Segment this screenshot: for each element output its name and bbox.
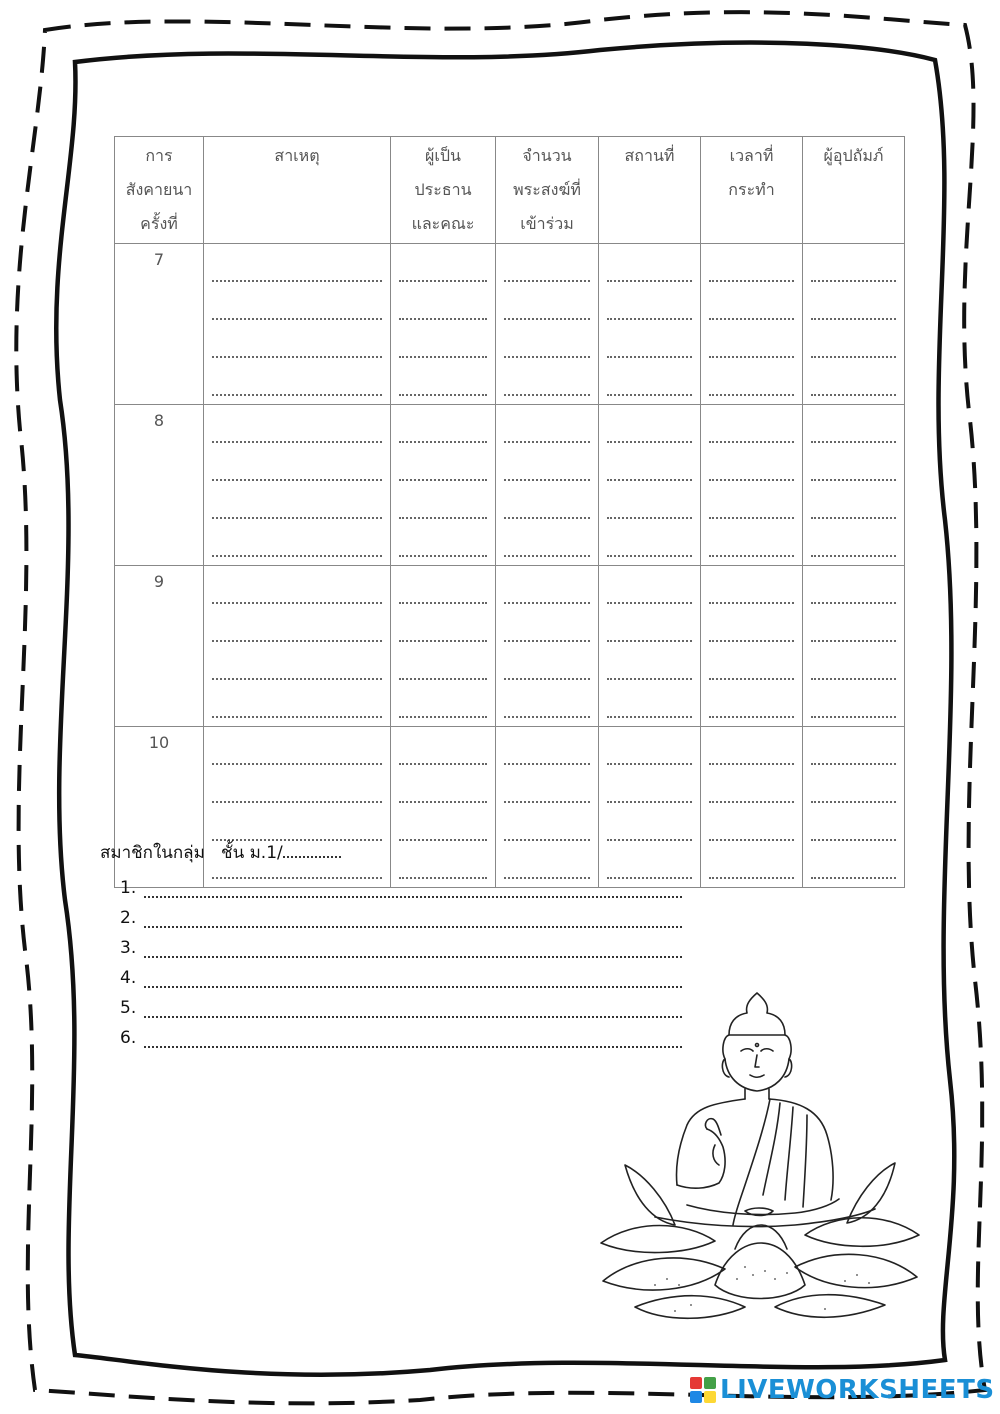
dotted-answer-line[interactable]	[811, 650, 896, 680]
dotted-answer-line[interactable]	[212, 489, 382, 519]
dotted-answer-line[interactable]	[709, 527, 794, 557]
answer-cell	[599, 244, 701, 405]
answer-cell	[599, 405, 701, 566]
members-heading-line	[100, 838, 700, 868]
dotted-answer-line[interactable]	[212, 773, 382, 803]
dotted-answer-line[interactable]	[504, 612, 590, 642]
answer-cell	[391, 566, 496, 727]
answer-cell	[204, 566, 391, 727]
answer-lines	[803, 405, 904, 557]
dotted-answer-line[interactable]	[709, 612, 794, 642]
dotted-answer-line[interactable]	[399, 574, 487, 604]
answer-lines	[204, 566, 390, 718]
council-table	[114, 136, 905, 888]
dotted-answer-line[interactable]	[709, 650, 794, 680]
col-header-monks: จำนวน พระสงฆ์ที่ เข้าร่วม	[496, 137, 599, 244]
dotted-answer-line[interactable]	[399, 735, 487, 765]
answer-lines	[803, 566, 904, 718]
dotted-answer-line[interactable]	[811, 366, 896, 396]
dotted-answer-line[interactable]	[212, 688, 382, 718]
member-number: 6.	[120, 1028, 137, 1048]
dotted-answer-line[interactable]	[811, 328, 896, 358]
dotted-answer-line[interactable]	[709, 328, 794, 358]
dotted-answer-line[interactable]	[607, 650, 692, 680]
members-heading: สมาชิกในกลุ่ม	[100, 843, 205, 863]
dotted-answer-line[interactable]	[504, 290, 590, 320]
dotted-answer-line[interactable]	[212, 328, 382, 358]
round-number: 8	[153, 411, 165, 430]
answer-lines	[391, 405, 495, 557]
dotted-answer-line[interactable]	[399, 489, 487, 519]
dotted-answer-line[interactable]	[607, 735, 692, 765]
dotted-answer-line[interactable]	[399, 451, 487, 481]
dotted-answer-line[interactable]	[811, 489, 896, 519]
dotted-answer-line[interactable]	[504, 773, 590, 803]
dotted-answer-line[interactable]	[399, 328, 487, 358]
dotted-answer-line[interactable]	[607, 328, 692, 358]
dotted-answer-line[interactable]	[399, 252, 487, 282]
answer-lines	[204, 244, 390, 396]
dotted-answer-line[interactable]	[212, 252, 382, 282]
class-blank[interactable]	[283, 838, 341, 858]
answer-cell	[204, 405, 391, 566]
dotted-answer-line[interactable]	[811, 252, 896, 282]
dotted-answer-line[interactable]	[212, 527, 382, 557]
round-number: 10	[148, 733, 170, 752]
dotted-answer-line[interactable]	[399, 811, 487, 841]
dotted-answer-line[interactable]	[212, 366, 382, 396]
member-number: 5.	[120, 998, 137, 1018]
answer-lines	[701, 727, 802, 879]
dotted-answer-line[interactable]	[709, 290, 794, 320]
dotted-answer-line[interactable]	[399, 290, 487, 320]
answer-lines	[496, 405, 598, 557]
dotted-answer-line[interactable]	[607, 688, 692, 718]
table-row	[115, 244, 905, 405]
round-number-cell	[115, 405, 204, 566]
answer-lines	[701, 244, 802, 396]
dotted-answer-line[interactable]	[709, 451, 794, 481]
answer-cell	[496, 566, 599, 727]
round-number: 7	[153, 250, 165, 269]
logo-square-blue	[690, 1391, 702, 1403]
logo-square-red	[690, 1377, 702, 1389]
dotted-answer-line[interactable]	[811, 451, 896, 481]
dotted-answer-line[interactable]	[607, 574, 692, 604]
dotted-answer-line[interactable]	[811, 574, 896, 604]
answer-cell	[803, 405, 905, 566]
answer-lines	[391, 244, 495, 396]
dotted-answer-line[interactable]	[811, 527, 896, 557]
dotted-answer-line[interactable]	[811, 773, 896, 803]
answer-lines	[803, 727, 904, 879]
col-header-patron: ผู้อุปถัมภ์	[803, 137, 905, 244]
dotted-answer-line[interactable]	[709, 252, 794, 282]
answer-cell	[496, 405, 599, 566]
dotted-answer-line[interactable]	[811, 811, 896, 841]
col-header-cause: สาเหตุ	[204, 137, 391, 244]
member-line	[100, 958, 700, 988]
answer-lines	[803, 244, 904, 396]
dotted-answer-line[interactable]	[811, 612, 896, 642]
col-header-time: เวลาที่ กระทำ	[701, 137, 803, 244]
dotted-answer-line[interactable]	[504, 451, 590, 481]
member-line	[100, 898, 700, 928]
dotted-answer-line[interactable]	[399, 612, 487, 642]
member-number: 2.	[120, 908, 137, 928]
dotted-answer-line[interactable]	[607, 489, 692, 519]
dotted-answer-line[interactable]	[811, 849, 896, 879]
dotted-answer-line[interactable]	[504, 252, 590, 282]
dotted-answer-line[interactable]	[709, 688, 794, 718]
member-line	[100, 868, 700, 898]
member-number: 1.	[120, 878, 137, 898]
round-number: 9	[153, 572, 165, 591]
logo-square-green	[704, 1377, 716, 1389]
col-header-place: สถานที่	[599, 137, 701, 244]
answer-cell	[496, 244, 599, 405]
dotted-answer-line[interactable]	[709, 413, 794, 443]
answer-cell	[701, 405, 803, 566]
brand-logo-icon	[690, 1377, 716, 1403]
answer-cell	[701, 244, 803, 405]
dotted-answer-line[interactable]	[399, 527, 487, 557]
dotted-answer-line[interactable]	[811, 688, 896, 718]
member-number: 3.	[120, 938, 137, 958]
col-header-round: การ สังคายนา ครั้งที่	[115, 137, 204, 244]
dotted-answer-line[interactable]	[709, 811, 794, 841]
dotted-answer-line[interactable]	[399, 688, 487, 718]
dotted-answer-line[interactable]	[709, 574, 794, 604]
dotted-answer-line[interactable]	[607, 252, 692, 282]
member-name-blank[interactable]	[144, 908, 682, 928]
dotted-answer-line[interactable]	[709, 849, 794, 879]
answer-cell	[391, 405, 496, 566]
dotted-answer-line[interactable]	[212, 735, 382, 765]
answer-lines	[391, 566, 495, 718]
dotted-answer-line[interactable]	[607, 612, 692, 642]
col-header-president: ผู้เป็น ประธาน และคณะ	[391, 137, 496, 244]
dotted-answer-line[interactable]	[212, 612, 382, 642]
dotted-answer-line[interactable]	[811, 413, 896, 443]
member-line	[100, 928, 700, 958]
dotted-answer-line[interactable]	[709, 773, 794, 803]
answer-cell	[803, 727, 905, 888]
dotted-answer-line[interactable]	[212, 811, 382, 841]
dotted-answer-line[interactable]	[212, 574, 382, 604]
buddha-on-lotus-illustration	[595, 985, 925, 1325]
dotted-answer-line[interactable]	[607, 366, 692, 396]
dotted-answer-line[interactable]	[504, 735, 590, 765]
dotted-answer-line[interactable]	[399, 413, 487, 443]
dotted-answer-line[interactable]	[607, 413, 692, 443]
dotted-answer-line[interactable]	[709, 735, 794, 765]
answer-cell	[391, 244, 496, 405]
answer-cell	[803, 244, 905, 405]
dotted-answer-line[interactable]	[607, 811, 692, 841]
dotted-answer-line[interactable]	[607, 451, 692, 481]
answer-cell	[204, 244, 391, 405]
dotted-answer-line[interactable]	[504, 650, 590, 680]
answer-cell	[599, 566, 701, 727]
table-header-row	[115, 137, 905, 244]
dotted-answer-line[interactable]	[504, 811, 590, 841]
dotted-answer-line[interactable]	[811, 735, 896, 765]
dotted-answer-line[interactable]	[212, 650, 382, 680]
table-row	[115, 405, 905, 566]
dotted-answer-line[interactable]	[399, 650, 487, 680]
dotted-answer-line[interactable]	[504, 574, 590, 604]
dotted-answer-line[interactable]	[709, 366, 794, 396]
logo-square-yellow	[704, 1391, 716, 1403]
answer-lines	[496, 244, 598, 396]
answer-lines	[701, 566, 802, 718]
dotted-answer-line[interactable]	[504, 366, 590, 396]
brand-name: LIVEWORKSHEETS	[720, 1375, 995, 1405]
member-number: 4.	[120, 968, 137, 988]
answer-lines	[599, 244, 700, 396]
dotted-answer-line[interactable]	[504, 413, 590, 443]
dotted-answer-line[interactable]	[399, 773, 487, 803]
round-number-cell	[115, 244, 204, 405]
dotted-answer-line[interactable]	[811, 290, 896, 320]
answer-cell	[803, 566, 905, 727]
dotted-answer-line[interactable]	[212, 451, 382, 481]
table-row	[115, 566, 905, 727]
dotted-answer-line[interactable]	[504, 489, 590, 519]
dotted-answer-line[interactable]	[212, 290, 382, 320]
answer-cell	[701, 727, 803, 888]
answer-cell	[701, 566, 803, 727]
answer-lines	[599, 405, 700, 557]
dotted-answer-line[interactable]	[607, 290, 692, 320]
dotted-answer-line[interactable]	[607, 527, 692, 557]
dotted-answer-line[interactable]	[212, 413, 382, 443]
dotted-answer-line[interactable]	[607, 773, 692, 803]
answer-lines	[599, 566, 700, 718]
dotted-answer-line[interactable]	[504, 328, 590, 358]
class-label: ชั้น ม.1/	[221, 843, 283, 863]
answer-lines	[496, 566, 598, 718]
brand-watermark	[690, 1372, 995, 1408]
dotted-answer-line[interactable]	[709, 489, 794, 519]
member-name-blank[interactable]	[144, 938, 682, 958]
member-name-blank[interactable]	[144, 878, 682, 898]
dotted-answer-line[interactable]	[504, 688, 590, 718]
dotted-answer-line[interactable]	[504, 527, 590, 557]
answer-lines	[204, 405, 390, 557]
round-number-cell	[115, 566, 204, 727]
answer-lines	[701, 405, 802, 557]
dotted-answer-line[interactable]	[399, 366, 487, 396]
